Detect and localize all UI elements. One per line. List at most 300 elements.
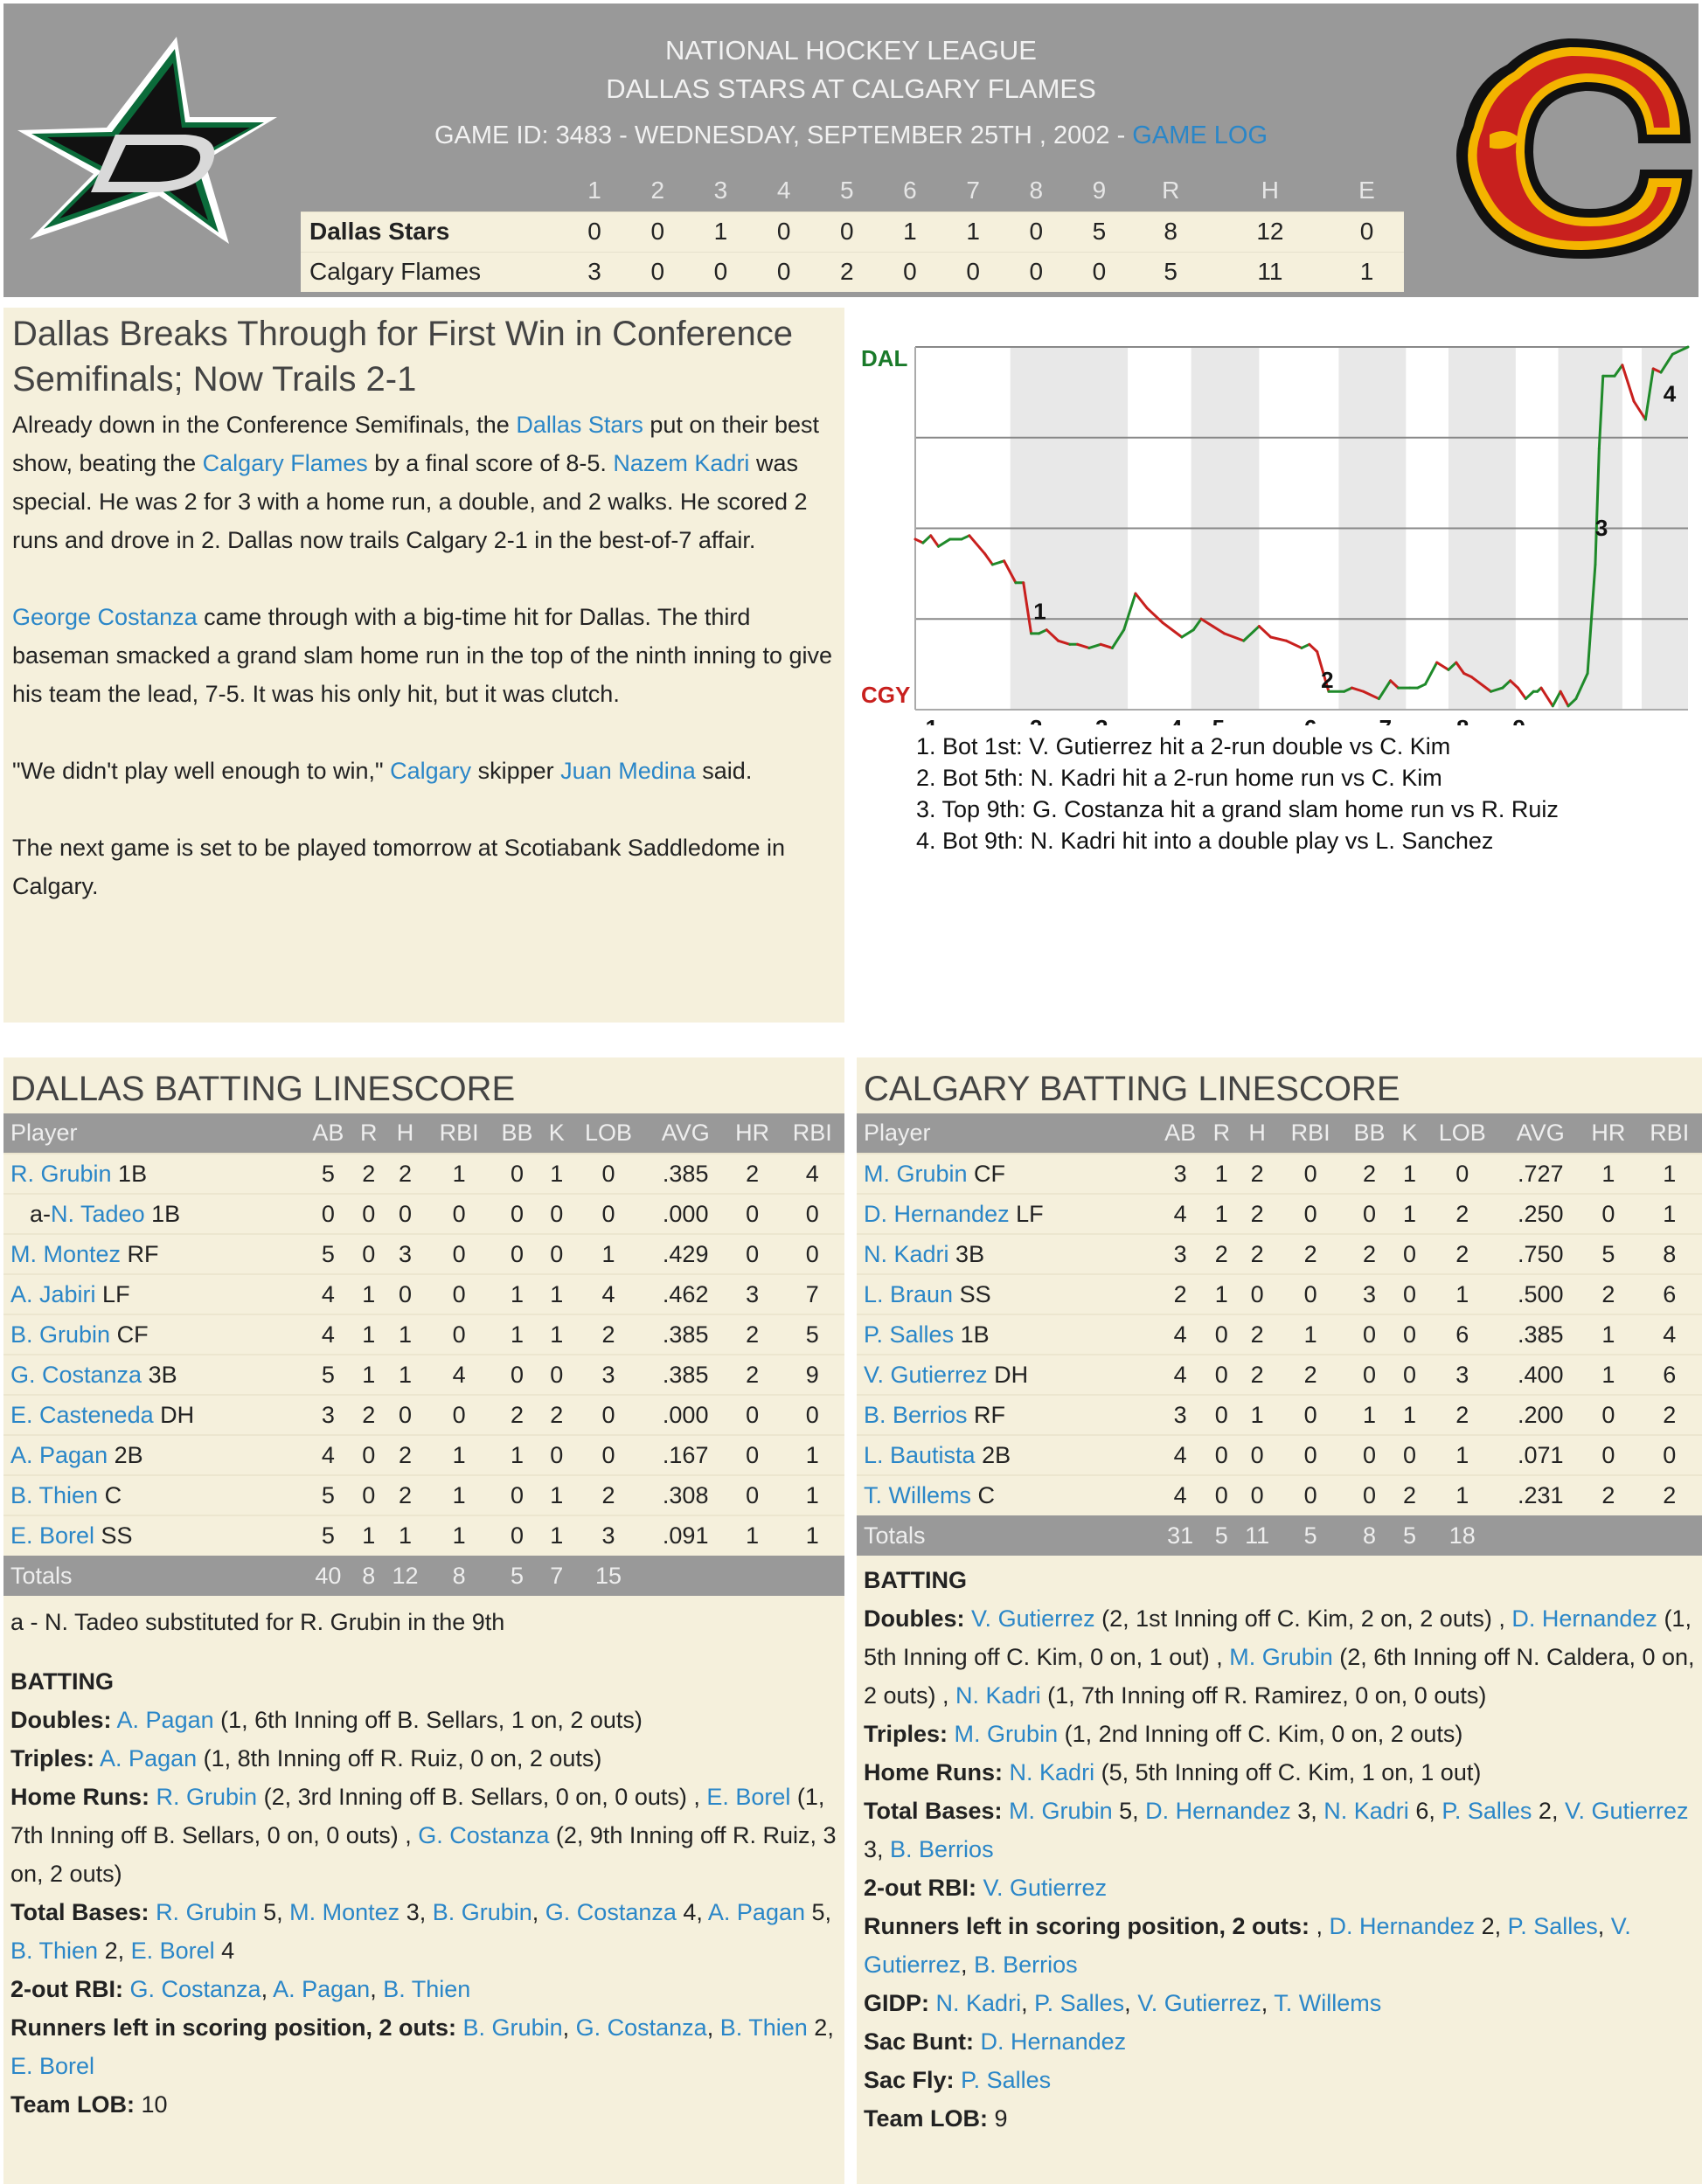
player-link[interactable]: P. Salles: [1507, 1913, 1598, 1939]
player-link[interactable]: P. Salles: [864, 1321, 955, 1348]
table-row: [3, 1234, 844, 1274]
stat-cell: 0: [725, 1475, 781, 1515]
player-cell: [857, 1435, 1154, 1475]
league-name: NATIONAL HOCKEY LEAGUE: [665, 35, 1037, 66]
player-link[interactable]: G. Costanza: [418, 1822, 550, 1848]
stat-cell: 0: [1396, 1314, 1424, 1355]
stat-cell: 1: [427, 1435, 491, 1475]
table-row: [857, 1234, 1702, 1274]
player-link[interactable]: B. Grubin: [10, 1321, 111, 1348]
stat-cell: 2: [570, 1314, 646, 1355]
player-link[interactable]: M. Montez: [10, 1240, 122, 1267]
player-position: RF: [121, 1240, 159, 1267]
player-link[interactable]: N. Tadeo: [51, 1200, 145, 1227]
table-row: [857, 1355, 1702, 1395]
table-row: [857, 1435, 1702, 1475]
player-cell: [3, 1194, 302, 1234]
stat-cell: 1: [427, 1515, 491, 1556]
player-link[interactable]: G. Costanza: [575, 2014, 707, 2041]
player-link[interactable]: B. Berrios: [864, 1401, 968, 1428]
player-link[interactable]: V. Gutierrez: [864, 1361, 988, 1388]
stat-cell: 2: [384, 1475, 427, 1515]
text: 4,: [676, 1899, 708, 1925]
player-link[interactable]: B. Grubin: [432, 1899, 532, 1925]
column-header: K: [543, 1113, 570, 1154]
stat-cell: 4: [1636, 1314, 1702, 1355]
text: (1, 8th Inning off R. Ruiz, 0 on, 2 outs): [197, 1745, 602, 1771]
player-link[interactable]: A. Jabiri: [10, 1280, 96, 1307]
stat-cell: 1: [781, 1515, 844, 1556]
linescore-team: Dallas Stars: [301, 211, 563, 252]
stat-cell: 2: [1343, 1154, 1395, 1194]
player-link[interactable]: D. Hernandez: [980, 2028, 1127, 2055]
player-link[interactable]: D. Hernandez: [1329, 1913, 1476, 1939]
player-link[interactable]: G. Costanza: [129, 1976, 261, 2002]
stat-cell: 0: [491, 1154, 543, 1194]
stat-cell: 3: [1423, 1355, 1501, 1395]
player-cell: [857, 1274, 1154, 1314]
text: 5,: [1112, 1798, 1146, 1824]
event-marker: 3: [1594, 514, 1608, 541]
chart-note: 1. Bot 1st: V. Gutierrez hit a 2-run double vs C. Kim: [916, 733, 1451, 759]
text: 9: [988, 2105, 1008, 2132]
stat-cell: 0: [543, 1194, 570, 1234]
player-link[interactable]: B. Thien: [383, 1976, 471, 2002]
player-link[interactable]: P. Salles: [1034, 1990, 1125, 2016]
win-probability-svg: [852, 315, 1702, 725]
table-row: [3, 1475, 844, 1515]
stat-cell: 6: [1636, 1355, 1702, 1395]
totals-cell: 15: [570, 1556, 646, 1596]
player-link[interactable]: Dallas Stars: [516, 412, 643, 438]
totals-row: [857, 1515, 1702, 1556]
note-label: Home Runs:: [10, 1784, 150, 1810]
player-link[interactable]: P. Salles: [1441, 1798, 1532, 1824]
totals-cell: 12: [384, 1556, 427, 1596]
stat-cell: 0: [725, 1395, 781, 1435]
player-link[interactable]: B. Thien: [10, 1938, 99, 1964]
batting-note: [10, 1970, 837, 2008]
stat-cell: 1: [543, 1154, 570, 1194]
batting-note: [864, 1599, 1695, 1715]
text: [149, 1784, 156, 1810]
stat-cell: 0: [543, 1435, 570, 1475]
player-link[interactable]: E. Borel: [130, 1938, 215, 1964]
linescore-header-cell: H: [1261, 176, 1280, 204]
player-link[interactable]: E. Borel: [10, 1522, 95, 1549]
player-link[interactable]: Nazem Kadri: [613, 450, 750, 476]
note-label: Runners left in scoring position, 2 outs:: [10, 2014, 457, 2041]
text: [955, 2067, 962, 2093]
text: [123, 1976, 130, 2002]
table-row: [3, 1395, 844, 1435]
player-link[interactable]: V. Gutierrez: [1564, 1798, 1689, 1824]
player-link[interactable]: A. Pagan: [116, 1707, 214, 1733]
event-marker: 1: [1033, 598, 1046, 625]
player-link[interactable]: R. Grubin: [10, 1160, 112, 1187]
text: 3,: [864, 1836, 891, 1862]
player-link[interactable]: M. Montez: [289, 1899, 400, 1925]
linescore-header-cell: 6: [903, 176, 917, 204]
player-link[interactable]: A. Pagan: [707, 1899, 805, 1925]
stat-cell: 3: [570, 1355, 646, 1395]
player-link[interactable]: G. Costanza: [545, 1899, 677, 1925]
stat-cell: 0: [384, 1194, 427, 1234]
player-link[interactable]: V. Gutierrez: [1137, 1990, 1261, 2016]
stat-cell: 2: [384, 1435, 427, 1475]
player-link[interactable]: N. Kadri: [1009, 1759, 1095, 1785]
stat-cell: 5: [302, 1515, 354, 1556]
text: ,: [1597, 1913, 1611, 1939]
player-link[interactable]: D. Hernandez: [1145, 1798, 1291, 1824]
player-cell: [857, 1475, 1154, 1515]
chart-note: 2. Bot 5th: N. Kadri hit a 2-run home run vs C. Kim: [916, 765, 1442, 791]
stat-cell: 2: [1423, 1194, 1501, 1234]
column-header: H: [384, 1113, 427, 1154]
stat-cell: 0: [570, 1395, 646, 1435]
player-link[interactable]: M. Grubin: [1009, 1798, 1113, 1824]
stat-cell: 1: [1396, 1154, 1424, 1194]
linescore-cell: 12: [1211, 211, 1330, 252]
stat-cell: 1: [543, 1475, 570, 1515]
stat-cell: 2: [384, 1154, 427, 1194]
dallas-batting-title: DALLAS BATTING LINESCORE: [10, 1070, 516, 1108]
player-link[interactable]: G. Costanza: [10, 1361, 142, 1388]
stat-cell: 0: [725, 1194, 781, 1234]
linescore-cell: 0: [626, 252, 689, 292]
text: (2, 1st Inning off C. Kim, 2 on, 2 outs) ,: [1094, 1605, 1512, 1632]
stat-cell: 4: [1154, 1314, 1206, 1355]
player-cell: [3, 1234, 302, 1274]
linescore-header-cell: 4: [776, 176, 791, 204]
text: (5, 5th Inning off C. Kim, 1 on, 1 out): [1094, 1759, 1482, 1785]
column-header: HR: [725, 1113, 781, 1154]
stat-cell: 0: [1206, 1475, 1236, 1515]
linescore-cell: 5: [1067, 211, 1130, 252]
linescore-cell: 0: [1004, 211, 1067, 252]
stat-cell: 0: [1423, 1154, 1501, 1194]
note-label: Home Runs:: [864, 1759, 1004, 1785]
stat-cell: 0: [384, 1274, 427, 1314]
stat-cell: 0: [1343, 1314, 1395, 1355]
player-link[interactable]: B. Berrios: [890, 1836, 994, 1862]
player-position: C: [98, 1481, 122, 1508]
stat-cell: 0: [1636, 1435, 1702, 1475]
stat-cell: .231: [1501, 1475, 1580, 1515]
linescore-header-cell: 1: [587, 176, 601, 204]
stat-cell: 0: [1343, 1355, 1395, 1395]
stat-cell: .071: [1501, 1435, 1580, 1475]
event-marker: 4: [1663, 380, 1677, 407]
stat-cell: .400: [1501, 1355, 1580, 1395]
x-tick-label: [926, 715, 938, 725]
stat-cell: 4: [1154, 1194, 1206, 1234]
text: 2,: [98, 1938, 131, 1964]
stat-cell: 0: [1236, 1274, 1278, 1314]
player-link[interactable]: L. Braun: [864, 1280, 954, 1307]
player-link[interactable]: R. Grubin: [156, 1784, 258, 1810]
text: came through with a big-time hit for Dallas. The third baseman smacked a grand slam home run in the top of the ninth inning to give his team the lead, 7-5. It was his only hit, but it was clutch.: [12, 604, 833, 707]
totals-cell: [647, 1556, 725, 1596]
story-paragraph: [12, 598, 836, 713]
linescore-cell: 0: [816, 211, 879, 252]
table-header-row: [857, 1113, 1702, 1154]
linescore-cell: 1: [879, 211, 941, 252]
matchup-title: DALLAS STARS AT CALGARY FLAMES: [606, 73, 1096, 104]
stat-cell: 0: [1236, 1475, 1278, 1515]
stat-cell: 2: [1236, 1154, 1278, 1194]
totals-cell: 5: [1278, 1515, 1343, 1556]
chart-notes: [916, 731, 1559, 856]
batting-note: [10, 2085, 837, 2124]
player-cell: [857, 1395, 1154, 1435]
stat-cell: 0: [491, 1515, 543, 1556]
stat-cell: 1: [781, 1475, 844, 1515]
stat-cell: .385: [647, 1154, 725, 1194]
stat-cell: 0: [1278, 1194, 1343, 1234]
player-link[interactable]: E. Borel: [706, 1784, 791, 1810]
substitution-note: a - N. Tadeo substituted for R. Grubin in the 9th: [10, 1609, 505, 1635]
stat-cell: .091: [647, 1515, 725, 1556]
stat-cell: 3: [570, 1515, 646, 1556]
stat-cell: 1: [1580, 1314, 1636, 1355]
text: 5,: [805, 1899, 832, 1925]
stat-cell: 0: [491, 1475, 543, 1515]
player-link[interactable]: E. Borel: [10, 2053, 95, 2079]
stat-cell: 0: [570, 1154, 646, 1194]
linescore-cell: 8: [1131, 211, 1211, 252]
stat-cell: 7: [781, 1274, 844, 1314]
player-position: C: [971, 1482, 995, 1508]
player-link[interactable]: A. Pagan: [273, 1976, 371, 2002]
player-link[interactable]: George Costanza: [12, 604, 198, 630]
player-link[interactable]: P. Salles: [961, 2067, 1052, 2093]
story-headline: Dallas Breaks Through for First Win in Conference Semifinals; Now Trails 2-1: [12, 315, 793, 399]
player-link[interactable]: D. Hernandez: [1511, 1605, 1657, 1632]
column-header: Player: [857, 1113, 1154, 1154]
totals-cell: 5: [1396, 1515, 1424, 1556]
player-link[interactable]: M. Grubin: [864, 1160, 968, 1187]
text: ,: [370, 1976, 384, 2002]
stat-cell: 2: [354, 1395, 384, 1435]
stat-cell: 0: [491, 1194, 543, 1234]
linescore-cell: 1: [941, 211, 1004, 252]
totals-cell: 7: [543, 1556, 570, 1596]
player-cell: [3, 1435, 302, 1475]
table-header-row: [3, 1113, 844, 1154]
player-link[interactable]: N. Kadri: [1323, 1798, 1409, 1824]
player-link[interactable]: N. Kadri: [864, 1240, 949, 1267]
player-link[interactable]: V. Gutierrez: [971, 1605, 1095, 1632]
player-link[interactable]: V. Gutierrez: [864, 1913, 1631, 1978]
game-log-link[interactable]: GAME LOG: [1132, 121, 1268, 149]
player-link[interactable]: B. Thien: [719, 2014, 808, 2041]
text: [929, 1990, 936, 2016]
player-link[interactable]: Juan Medina: [560, 758, 696, 784]
column-header: RBI: [781, 1113, 844, 1154]
stat-cell: .727: [1501, 1154, 1580, 1194]
column-header: Player: [3, 1113, 302, 1154]
player-cell: [857, 1314, 1154, 1355]
x-tick-label: [1304, 715, 1316, 725]
totals-cell: 8: [427, 1556, 491, 1596]
note-label: Team LOB:: [864, 2105, 989, 2132]
text: (1, 7th Inning off B. Sellars, 0 on, 0 outs) ,: [10, 1784, 825, 1848]
player-link[interactable]: T. Willems: [864, 1482, 971, 1508]
batting-note: [864, 1792, 1695, 1869]
text: 6,: [1408, 1798, 1442, 1824]
player-cell: [3, 1314, 302, 1355]
player-link[interactable]: L. Bautista: [864, 1441, 976, 1468]
text: ,: [706, 2014, 720, 2041]
stat-cell: 5: [302, 1154, 354, 1194]
player-link[interactable]: B. Thien: [10, 1481, 99, 1508]
text: ,: [1261, 1990, 1275, 2016]
text: (1, 2nd Inning off C. Kim, 0 on, 2 outs): [1058, 1721, 1463, 1747]
column-header: AVG: [1501, 1113, 1580, 1154]
stat-cell: 0: [1206, 1435, 1236, 1475]
stat-cell: 0: [302, 1194, 354, 1234]
player-link[interactable]: N. Kadri: [935, 1990, 1022, 2016]
x-tick-label: [1379, 715, 1392, 725]
linescore-cell: 2: [816, 252, 879, 292]
player-link[interactable]: Calgary Flames: [202, 450, 368, 476]
player-position: 1B: [111, 1160, 148, 1187]
stat-cell: 0: [781, 1234, 844, 1274]
player-position: LF: [95, 1280, 130, 1307]
table-row: [3, 1194, 844, 1234]
batting-note: [10, 1893, 837, 1970]
totals-cell: [1636, 1515, 1702, 1556]
player-link[interactable]: T. Willems: [1274, 1990, 1382, 2016]
linescore-cell: 0: [1004, 252, 1067, 292]
stat-cell: 0: [570, 1194, 646, 1234]
linescore-cell: 3: [563, 252, 626, 292]
player-link[interactable]: Calgary: [390, 758, 472, 784]
stat-cell: 1: [1206, 1274, 1236, 1314]
player-link[interactable]: E. Casteneda: [10, 1401, 154, 1428]
batting-note: [10, 1739, 837, 1778]
text: ,: [961, 1952, 975, 1978]
stat-cell: 6: [1636, 1274, 1702, 1314]
stat-cell: 0: [725, 1435, 781, 1475]
player-link[interactable]: A. Pagan: [100, 1745, 198, 1771]
stat-cell: 2: [491, 1395, 543, 1435]
text: "We didn't play well enough to win,": [12, 758, 391, 784]
column-header: K: [1396, 1113, 1424, 1154]
stat-cell: 4: [427, 1355, 491, 1395]
column-header: HR: [1580, 1113, 1636, 1154]
table-row: [857, 1194, 1702, 1234]
text: 10: [135, 2091, 168, 2118]
stat-cell: 1: [1206, 1154, 1236, 1194]
stat-cell: 2: [354, 1154, 384, 1194]
text: [976, 1875, 983, 1901]
text: ,: [1021, 1990, 1035, 2016]
table-row: [3, 1355, 844, 1395]
stat-cell: 1: [491, 1274, 543, 1314]
batting-note: [10, 2008, 837, 2085]
stat-cell: 1: [1236, 1395, 1278, 1435]
stat-cell: 0: [1278, 1475, 1343, 1515]
stat-cell: 2: [1278, 1355, 1343, 1395]
stat-cell: 0: [491, 1355, 543, 1395]
linescore-cell: 0: [753, 211, 816, 252]
stat-cell: 0: [1343, 1475, 1395, 1515]
player-link[interactable]: R. Grubin: [156, 1899, 257, 1925]
dallas-batting-section: [3, 1057, 844, 2184]
stat-cell: 2: [1423, 1234, 1501, 1274]
player-position: DH: [153, 1401, 195, 1428]
column-header: AB: [1154, 1113, 1206, 1154]
player-link[interactable]: B. Grubin: [462, 2014, 563, 2041]
stat-cell: 2: [1580, 1274, 1636, 1314]
player-link[interactable]: B. Berrios: [974, 1952, 1078, 1978]
totals-cell: [725, 1556, 781, 1596]
linescore-header-cell: R: [1162, 176, 1180, 204]
column-header: RBI: [1636, 1113, 1702, 1154]
player-link[interactable]: M. Grubin: [1229, 1644, 1333, 1670]
text: ,: [531, 1899, 545, 1925]
table-row: [857, 1395, 1702, 1435]
stat-cell: 2: [725, 1154, 781, 1194]
stat-cell: 0: [1278, 1435, 1343, 1475]
player-link[interactable]: D. Hernandez: [864, 1200, 1010, 1227]
linescore-header-cell: 9: [1092, 176, 1107, 204]
note-label: Triples:: [10, 1745, 95, 1771]
batting-note: [864, 2022, 1695, 2061]
batting-header: BATTING: [864, 1567, 967, 1593]
player-link[interactable]: A. Pagan: [10, 1441, 108, 1468]
linescore-row: [301, 211, 1404, 252]
text: (1, 7th Inning off R. Ramirez, 0 on, 0 outs): [1040, 1682, 1487, 1709]
player-link[interactable]: V. Gutierrez: [983, 1875, 1108, 1901]
text: [974, 2028, 981, 2055]
linescore-row: [301, 252, 1404, 292]
batting-note: [864, 1715, 1695, 1753]
stat-cell: 5: [781, 1314, 844, 1355]
player-position: 2B: [108, 1441, 143, 1468]
totals-cell: 18: [1423, 1515, 1501, 1556]
stat-cell: 1: [491, 1435, 543, 1475]
stat-cell: 0: [781, 1194, 844, 1234]
stat-cell: 1: [1396, 1395, 1424, 1435]
batting-note: [864, 1753, 1695, 1792]
stat-cell: 2: [1423, 1395, 1501, 1435]
stat-cell: 2: [1580, 1475, 1636, 1515]
story-paragraph: [12, 829, 836, 905]
player-link[interactable]: N. Kadri: [955, 1682, 1041, 1709]
event-marker: 2: [1321, 667, 1334, 694]
stat-cell: 2: [1636, 1475, 1702, 1515]
linescore-cell: 1: [1330, 252, 1404, 292]
stat-cell: 1: [543, 1274, 570, 1314]
column-header: RBI: [427, 1113, 491, 1154]
batting-note: [864, 1907, 1695, 1984]
stat-cell: 1: [1423, 1435, 1501, 1475]
stat-cell: 2: [1236, 1194, 1278, 1234]
stat-cell: 1: [725, 1515, 781, 1556]
player-cell: [3, 1154, 302, 1194]
player-link[interactable]: M. Grubin: [954, 1721, 1059, 1747]
stat-cell: 1: [354, 1355, 384, 1395]
game-header: [3, 3, 1699, 297]
stat-cell: 3: [1154, 1234, 1206, 1274]
note-label: Doubles:: [10, 1707, 112, 1733]
stat-cell: 1: [1580, 1154, 1636, 1194]
chart-note: 4. Bot 9th: N. Kadri hit into a double play vs L. Sanchez: [916, 828, 1494, 854]
column-header: LOB: [1423, 1113, 1501, 1154]
